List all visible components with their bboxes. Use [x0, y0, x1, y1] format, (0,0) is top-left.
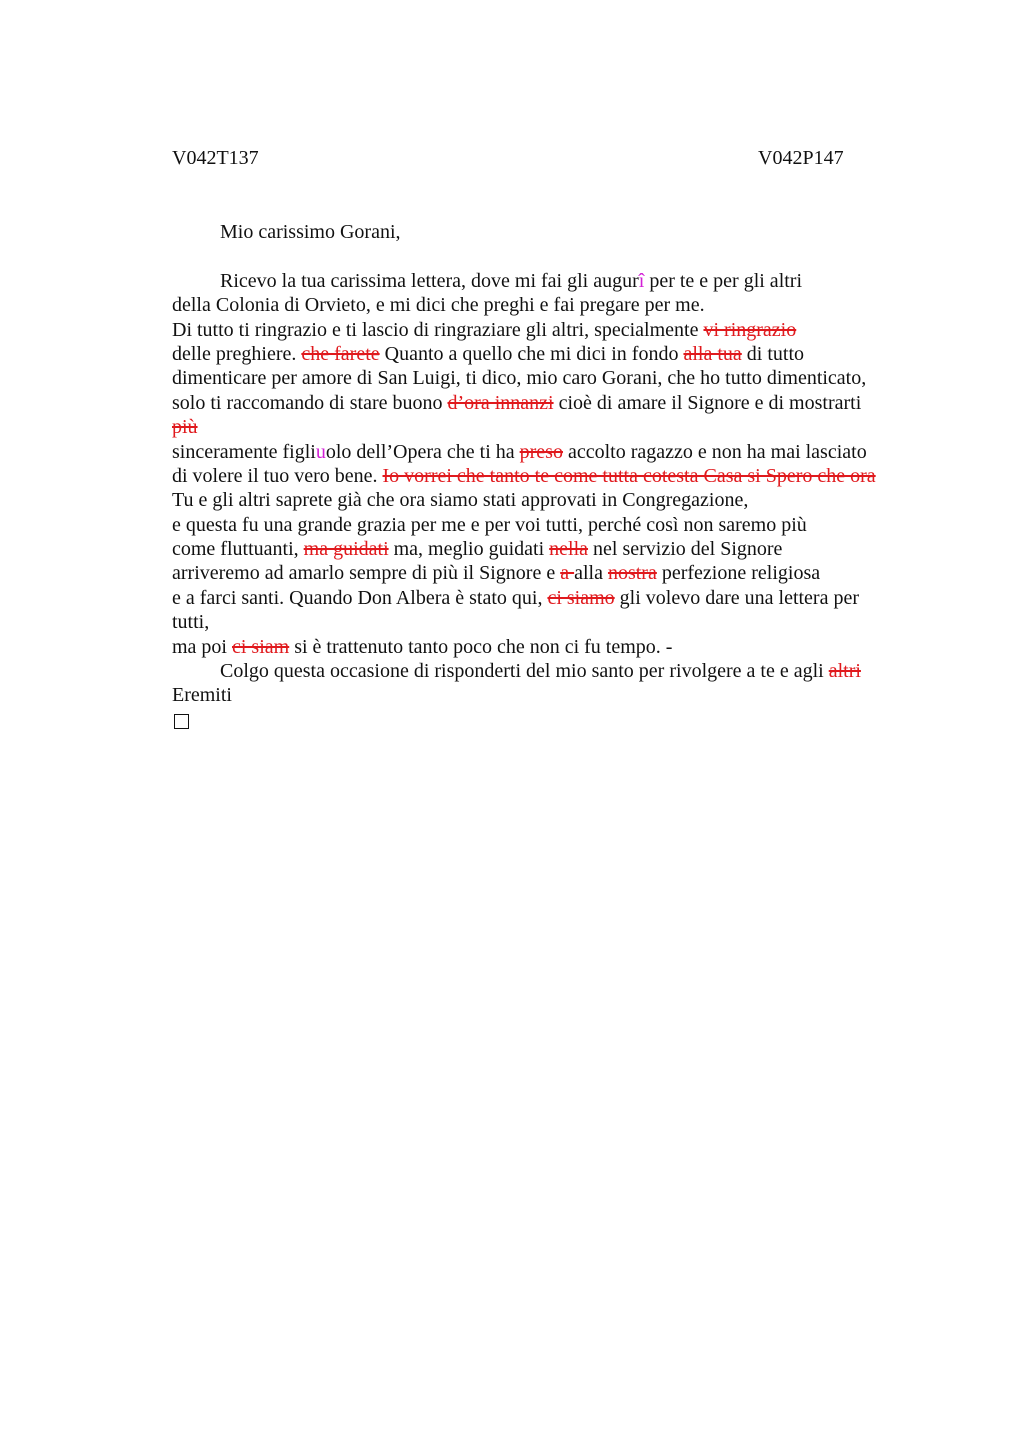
text-run: olo dell’Opera che ti ha	[325, 440, 520, 463]
inserted-text: u	[315, 440, 326, 463]
document-code-left: V042T137	[172, 147, 259, 169]
text-line	[172, 488, 912, 512]
text-run: ma poi	[172, 635, 232, 658]
text-run: Quanto a quello che mi dici in fondo	[379, 342, 684, 365]
deleted-text: Io vorrei che tanto te come tutta cotesta Casa si Spero che ora	[382, 464, 876, 487]
text-line	[172, 708, 912, 732]
text-run: alla	[574, 562, 608, 585]
deleted-text: altri	[828, 660, 861, 683]
text-run: accolto ragazzo e non ha mai lasciato	[562, 440, 867, 463]
text-run: nel servizio del Signore	[588, 538, 783, 561]
text-line	[172, 391, 912, 415]
deleted-text: nostra	[607, 562, 657, 585]
salutation: Mio carissimo Gorani,	[220, 221, 401, 243]
text-run: cioè di amare il Signore e di mostrarti	[553, 391, 862, 414]
deleted-text: alla tua	[683, 342, 742, 365]
text-run: gli volevo dare una lettera per	[614, 586, 860, 609]
deleted-text: che farete	[301, 342, 380, 365]
deleted-text: preso	[519, 440, 563, 463]
text-line	[172, 366, 912, 390]
text-run: come fluttuanti,	[172, 538, 304, 561]
text-run: per te e per gli altri	[644, 269, 803, 292]
letter-body	[172, 220, 912, 732]
text-run: perfezione religiosa	[656, 562, 821, 585]
text-run: e a farci santi. Quando Don Albera è stato qui,	[172, 586, 548, 609]
text-line	[172, 269, 912, 293]
deleted-text: ci siam	[232, 635, 290, 658]
text-line	[172, 440, 912, 464]
text-line	[172, 610, 912, 634]
text-run: della Colonia di Orvieto, e mi dici che preghi e fai pregare per me.	[172, 294, 705, 317]
text-line	[172, 683, 912, 707]
text-run: Eremiti	[172, 684, 232, 707]
text-run: e questa fu una grande grazia per me e per voi tutti, perché così non saremo più	[172, 513, 807, 536]
text-line	[172, 537, 912, 561]
text-line	[172, 586, 912, 610]
text-line	[172, 415, 912, 439]
text-line	[172, 464, 912, 488]
text-line	[172, 318, 912, 342]
text-run: di tutto	[741, 342, 805, 365]
deleted-text: a	[560, 562, 575, 585]
empty-box-icon	[174, 714, 189, 729]
text-run: solo ti raccomando di stare buono	[172, 391, 448, 414]
deleted-text: ma guidati	[303, 538, 389, 561]
text-run: di volere il tuo vero bene.	[172, 464, 383, 487]
text-line	[172, 293, 912, 317]
deleted-text: nella	[549, 538, 589, 561]
text-line	[172, 561, 912, 585]
deleted-text: d’ora innanzi	[447, 391, 554, 414]
blank-line	[172, 244, 912, 268]
text-line	[172, 342, 912, 366]
text-run: delle preghiere.	[172, 342, 302, 365]
text-run: Di tutto ti ringrazio e ti lascio di ringraziare gli altri, specialmente	[172, 318, 704, 341]
text-run: ma, meglio guidati	[388, 538, 550, 561]
text-line	[172, 513, 912, 537]
text-line	[172, 635, 912, 659]
deleted-text: più	[172, 416, 198, 439]
deleted-text: ci siamo	[547, 586, 615, 609]
document-code-right: V042P147	[758, 147, 844, 169]
text-run: tutti,	[172, 611, 210, 634]
inserted-text: î	[638, 269, 645, 292]
text-run: Tu e gli altri saprete già che ora siamo stati approvati in Congregazione,	[172, 489, 749, 512]
text-line	[172, 659, 912, 683]
text-run: si è trattenuto tanto poco che non ci fu tempo. -	[289, 635, 673, 658]
text-run: Ricevo la tua carissima lettera, dove mi fai gli augur	[220, 269, 639, 292]
deleted-text: vi ringrazio	[703, 318, 797, 341]
text-run: Colgo questa occasione di risponderti del mio santo per rivolgere a te e agli	[220, 660, 829, 683]
text-run: dimenticare per amore di San Luigi, ti dico, mio caro Gorani, che ho tutto dimenticato,	[172, 367, 867, 390]
text-run: sinceramente figli	[172, 440, 316, 463]
text-run: arriveremo ad amarlo sempre di più il Signore e	[172, 562, 561, 585]
